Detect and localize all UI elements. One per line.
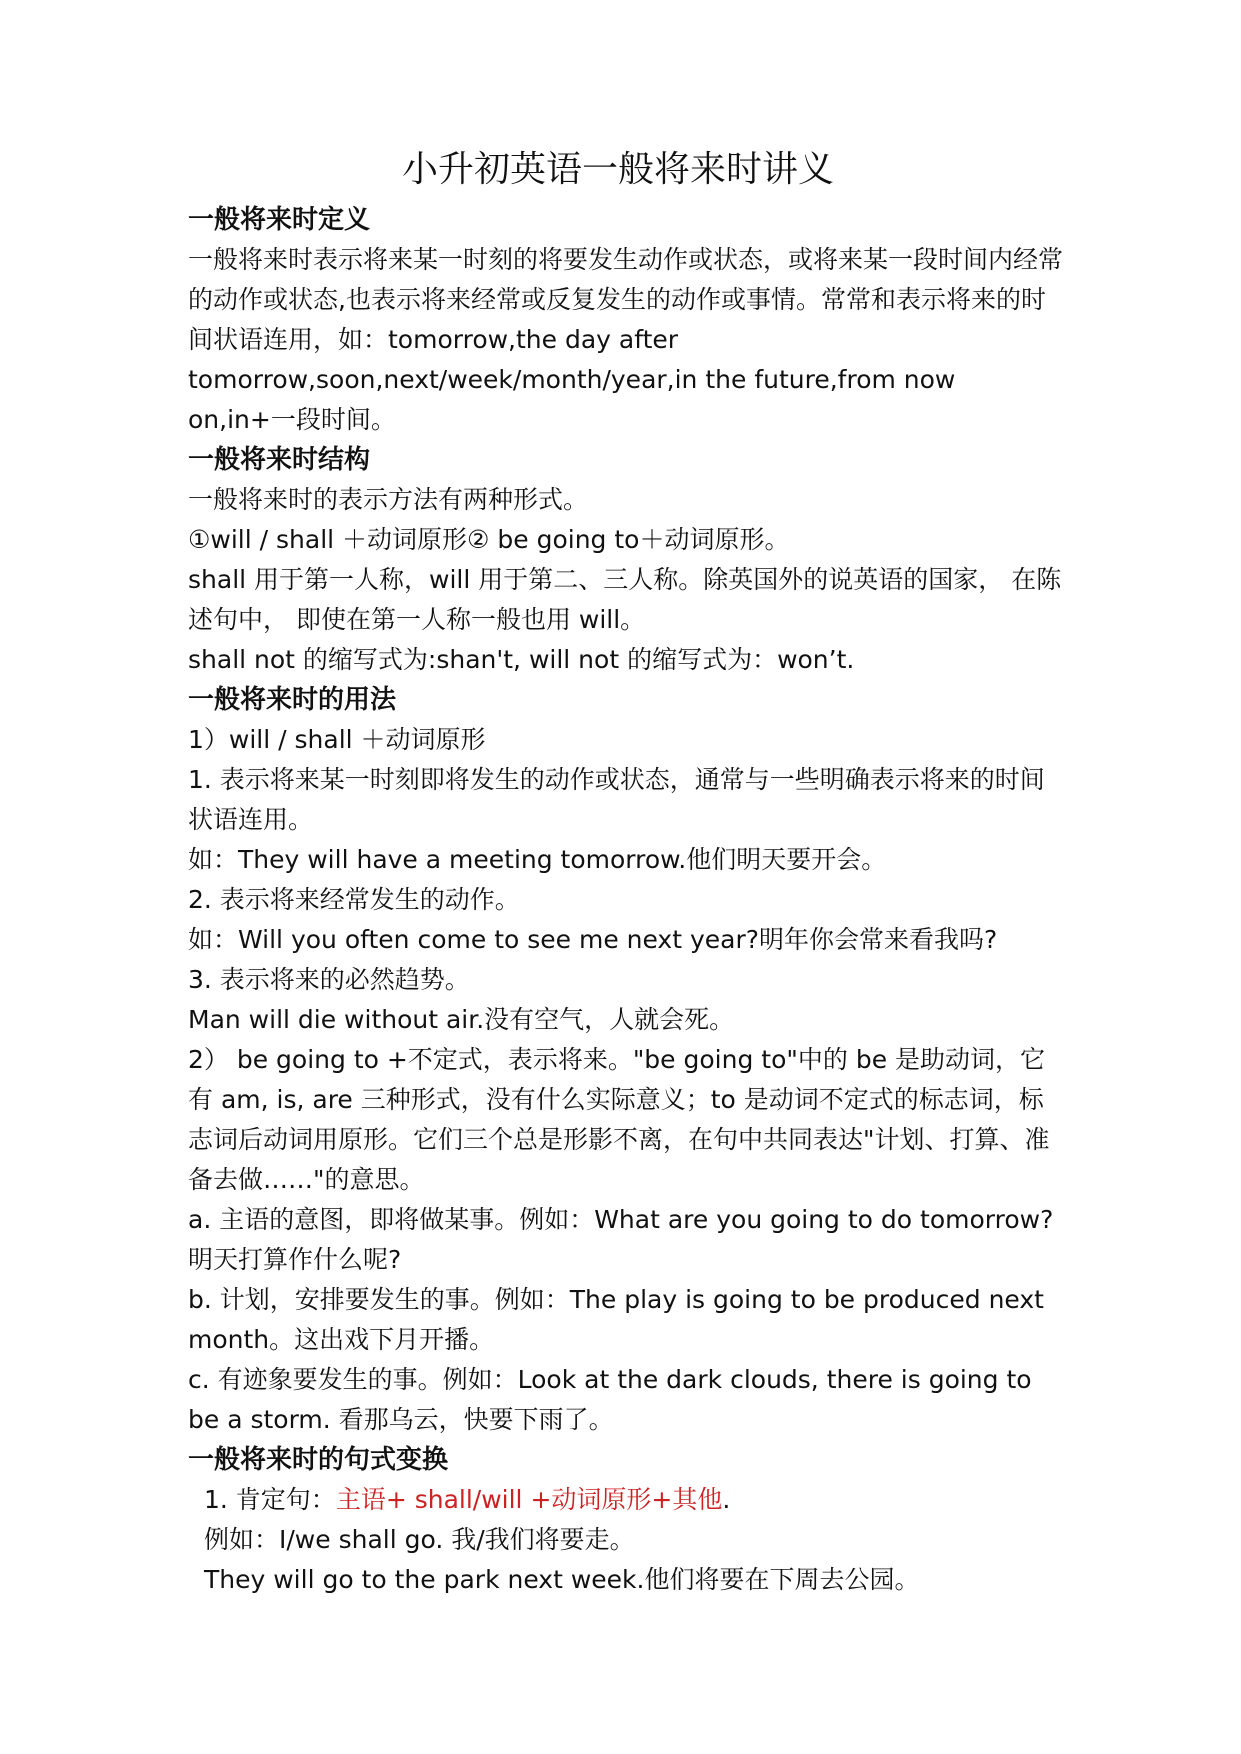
structure-contractions: shall not 的缩写式为:shan't, will not 的缩写式为：won’t. [188,645,855,674]
usage-line-4: 2. 表示将来经常发生的动作。 [188,885,520,914]
heading-definition: 一般将来时定义 [188,205,371,235]
structure-person-usage: shall 用于第一人称，will 用于第二、三人称。除英国外的说英语的国家， 在陈述句中， 即使在第一人称一般也用 will。 [188,565,1062,634]
affirmative-formula: 主语+ shall/will +动词原形+其他 [335,1485,723,1514]
usage-line-2: 1. 表示将来某一时刻即将发生的动作或状态，通常与一些明确表示将来的时间状语连用。 [188,765,1045,834]
example-line-1: 例如：I/we shall go. 我/我们将要走。 [204,1525,635,1554]
affirmative-line [188,1480,1068,1520]
usage-line-8: 2） be going to +不定式，表示将来。"be going to"中的 be 是助动词，它有 am, is, are 三种形式，没有什么实际意义；to 是动词不定式的标志词，标志词后动词用原形。它们三个总是形影不离，在句中共同表达"计划、打算、准备去做……"的意思。 [188,1045,1050,1194]
usage-line-11: c. 有迹象要发生的事。例如：Look at the dark clouds, there is going to be a storm. 看那乌云，快要下雨了。 [188,1365,1032,1434]
structure-forms: ①will / shall ＋动词原形② be going to＋动词原形。 [188,525,790,554]
heading-usage: 一般将来时的用法 [188,685,397,715]
usage-line-6: 3. 表示将来的必然趋势。 [188,965,470,994]
example-line-2: They will go to the park next week.他们将要在下周去公园。 [204,1565,920,1594]
usage-line-9: a. 主语的意图，即将做某事。例如：What are you going to do tomorrow? 明天打算作什么呢? [188,1205,1054,1274]
affirmative-suffix: . [722,1485,731,1514]
usage-line-10: b. 计划，安排要发生的事。例如：The play is going to be produced next month。这出戏下月开播。 [188,1285,1044,1354]
usage-line-5: 如：Will you often come to see me next year?明年你会常来看我吗? [188,925,998,954]
affirmative-prefix: 1. 肯定句： [204,1485,336,1514]
definition-paragraph: 一般将来时表示将来某一时刻的将要发生动作或状态，或将来某一段时间内经常的动作或状态,也表示将来经常或反复发生的动作或事情。常常和表示将来的时间状语连用，如：tomorrow,the day after tomorrow,soon,next/week/month/year,in the future,from now on,in+一段时间。 [188,245,1064,434]
structure-intro: 一般将来时的表示方法有两种形式。 [188,485,589,514]
document-page [188,140,1068,1600]
usage-line-3: 如：They will have a meeting tomorrow.他们明天要开会。 [188,845,887,874]
usage-line-1: 1）will / shall ＋动词原形 [188,725,486,754]
document-title: 小升初英语一般将来时讲义 [401,149,834,190]
heading-sentence-patterns: 一般将来时的句式变换 [188,1445,449,1475]
heading-structure: 一般将来时结构 [188,445,371,475]
usage-line-7: Man will die without air.没有空气，人就会死。 [188,1005,735,1034]
